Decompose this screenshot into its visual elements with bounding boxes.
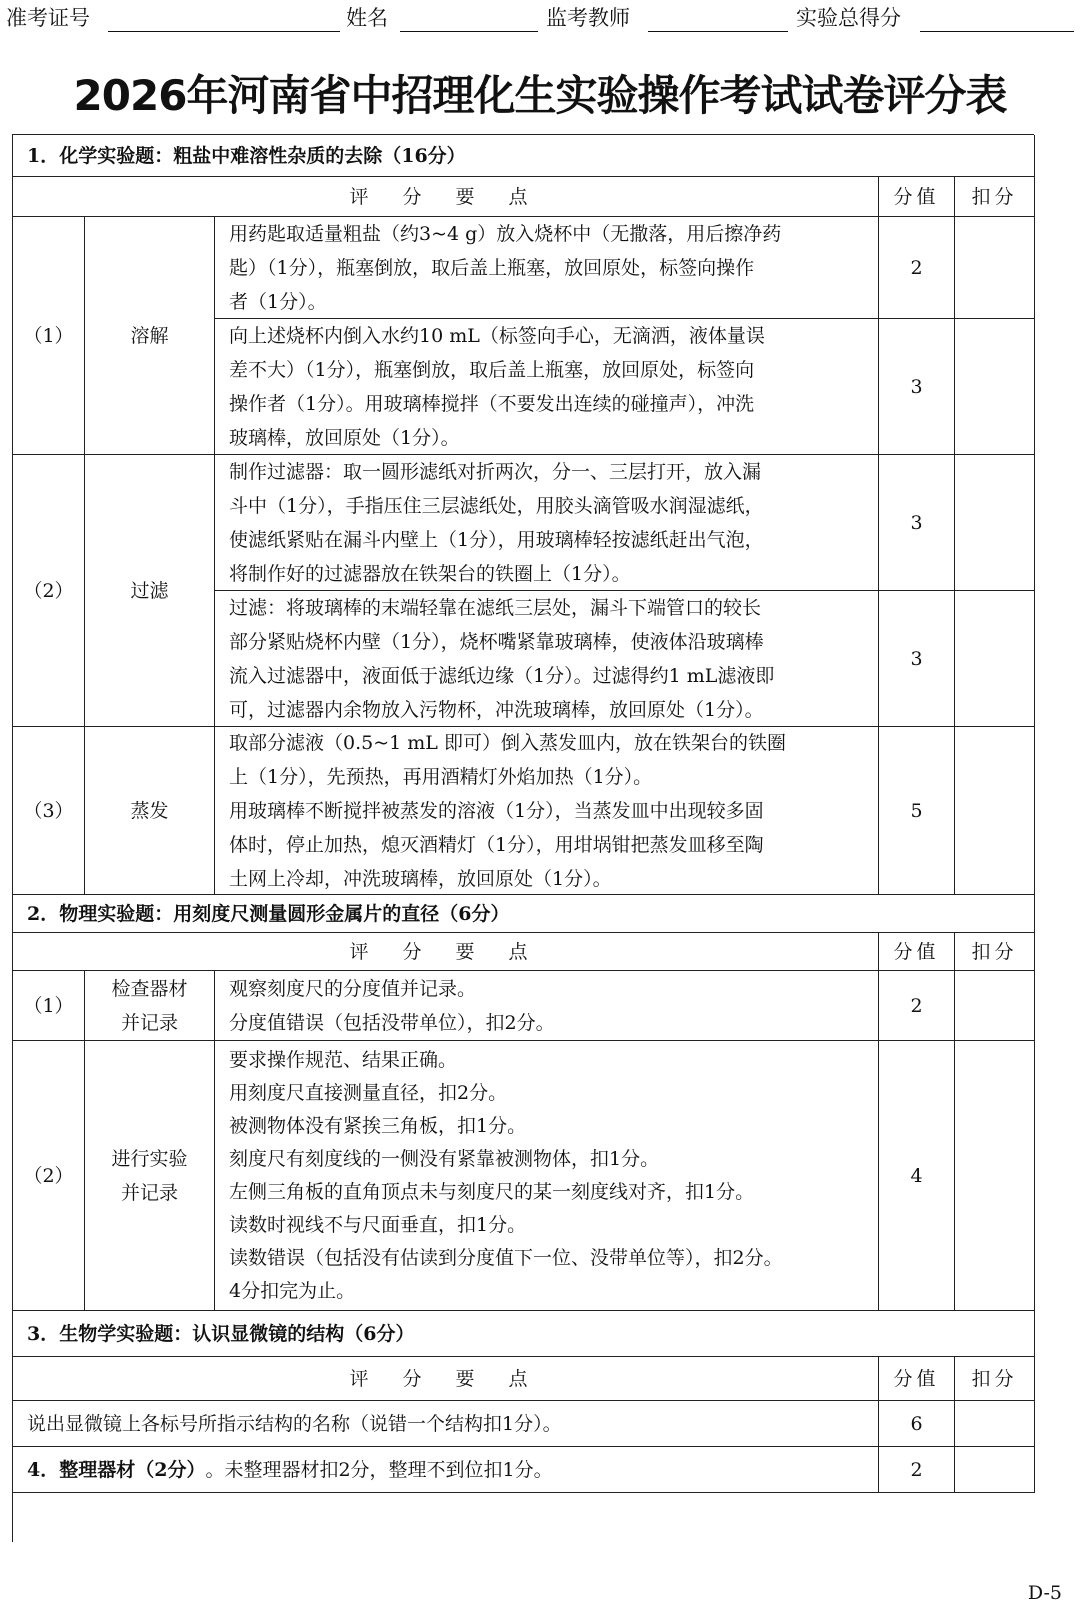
phys-criterion: 要求操作规范、结果正确。 用刻度尺直接测量直径，扣2分。 被测物体没有紧挨三角板，扣1分。 刻度尺有刻度线的一侧没有紧靠被测物体，扣1分。 左侧三角板的直角顶点未与刻度尺的某一刻度线对齐，扣1分。 读数时视线不与尺面垂直，扣1分。 读数错误（包括没有估读到分度值下一位、没带单位等），扣2分。 4分扣完为止。 <box>215 1041 879 1311</box>
chem-deduct-cell[interactable] <box>955 319 1035 455</box>
bio-deduct-header: 扣分 <box>955 1357 1035 1401</box>
chem-step-number: （1） <box>13 217 85 455</box>
chem-score-header: 分值 <box>879 177 955 217</box>
phys-criterion: 观察刻度尺的分度值并记录。 分度值错误（包括没带单位），扣2分。 <box>215 971 879 1041</box>
phys-score-header: 分值 <box>879 933 955 971</box>
cleanup-row <box>13 1447 879 1493</box>
cleanup-deduct-cell[interactable] <box>955 1447 1035 1493</box>
page-title: 2026年河南省中招理化生实验操作考试试卷评分表 <box>73 71 1007 120</box>
chem-step-number: （2） <box>13 455 85 727</box>
phys-points-header: 评 分 要 点 <box>13 933 879 971</box>
chem-step-name: 过滤 <box>85 455 215 727</box>
biology-heading: 3．生物学实验题：认识显微镜的结构（6分） <box>13 1311 1035 1357</box>
total-score-field[interactable] <box>920 31 1074 32</box>
phys-step-number: （1） <box>13 971 85 1041</box>
chem-deduct-header: 扣分 <box>955 177 1035 217</box>
name-field[interactable] <box>400 31 538 32</box>
phys-step-name: 进行实验 并记录 <box>85 1041 215 1311</box>
chem-step-name: 溶解 <box>85 217 215 455</box>
chem-score-value: 3 <box>879 591 955 727</box>
chem-score-value: 3 <box>879 455 955 591</box>
chem-criterion: 取部分滤液（0.5~1 mL 即可）倒入蒸发皿内，放在铁架台的铁圈 上（1分），先预热，再用酒精灯外焰加热（1分）。 用玻璃棒不断搅拌被蒸发的溶液（1分），当蒸发皿中出现较多固 体时，停止加热，熄灭酒精灯（1分），用坩埚钳把蒸发皿移至陶 土网上冷却，冲洗玻璃棒，放回原处（1分）。 <box>215 727 879 895</box>
phys-step-number: （2） <box>13 1041 85 1311</box>
cleanup-heading: 4．整理器材（2分） <box>27 1458 206 1481</box>
bio-points-header: 评 分 要 点 <box>13 1357 879 1401</box>
chem-score-value: 3 <box>879 319 955 455</box>
phys-deduct-header: 扣分 <box>955 933 1035 971</box>
chem-deduct-cell[interactable] <box>955 217 1035 319</box>
proctor-field[interactable] <box>648 31 788 32</box>
chem-step-number: （3） <box>13 727 85 895</box>
exam-id-label: 准考证号 <box>6 6 90 30</box>
bio-criterion: 说出显微镜上各标号所指示结构的名称（说错一个结构扣1分）。 <box>13 1401 879 1447</box>
name-label: 姓名 <box>346 6 388 30</box>
chem-points-header: 评 分 要 点 <box>13 177 879 217</box>
chem-criterion: 过滤：将玻璃棒的末端轻靠在滤纸三层处，漏斗下端管口的较长 部分紧贴烧杯内壁（1分），烧杯嘴紧靠玻璃棒，使液体沿玻璃棒 流入过滤器中，液面低于滤纸边缘（1分）。过滤得约1 mL滤液即 可，过滤器内余物放入污物杯，冲洗玻璃棒，放回原处（1分）。 <box>215 591 879 727</box>
bio-score-value: 6 <box>879 1401 955 1447</box>
chem-criterion: 向上述烧杯内倒入水约10 mL（标签向手心，无滴洒，液体量误 差不大）（1分），瓶塞倒放，取后盖上瓶塞，放回原处，标签向 操作者（1分）。用玻璃棒搅拌（不要发出连续的碰撞声），冲洗 玻璃棒，放回原处（1分）。 <box>215 319 879 455</box>
scoring-table <box>12 134 1034 1542</box>
total-score-label: 实验总得分 <box>796 6 901 30</box>
phys-deduct-cell[interactable] <box>955 971 1035 1041</box>
cleanup-score-value: 2 <box>879 1447 955 1493</box>
physics-heading: 2．物理实验题：用刻度尺测量圆形金属片的直径（6分） <box>13 895 1035 933</box>
bio-score-header: 分值 <box>879 1357 955 1401</box>
chem-deduct-cell[interactable] <box>955 591 1035 727</box>
chem-criterion: 用药匙取适量粗盐（约3~4 g）放入烧杯中（无撒落，用后擦净药 匙）（1分），瓶塞倒放，取后盖上瓶塞，放回原处，标签向操作 者（1分）。 <box>215 217 879 319</box>
chem-criterion: 制作过滤器：取一圆形滤纸对折两次，分一、三层打开，放入漏 斗中（1分），手指压住三层滤纸处，用胶头滴管吸水润湿滤纸， 使滤纸紧贴在漏斗内壁上（1分），用玻璃棒轻按滤纸赶出气泡， 将制作好的过滤器放在铁架台的铁圈上（1分）。 <box>215 455 879 591</box>
phys-score-value: 2 <box>879 971 955 1041</box>
exam-id-field[interactable] <box>108 31 340 32</box>
exam-header <box>0 4 1080 34</box>
chem-step-name: 蒸发 <box>85 727 215 895</box>
bio-deduct-cell[interactable] <box>955 1401 1035 1447</box>
phys-step-name: 检查器材 并记录 <box>85 971 215 1041</box>
page-number: D-5 <box>1027 1582 1062 1604</box>
phys-score-value: 4 <box>879 1041 955 1311</box>
chem-score-value: 2 <box>879 217 955 319</box>
proctor-label: 监考教师 <box>546 6 630 30</box>
chem-deduct-cell[interactable] <box>955 727 1035 895</box>
cleanup-text: 。未整理器材扣2分，整理不到位扣1分。 <box>205 1458 553 1481</box>
phys-deduct-cell[interactable] <box>955 1041 1035 1311</box>
chemistry-heading: 1．化学实验题：粗盐中难溶性杂质的去除（16分） <box>13 135 1035 177</box>
chem-score-value: 5 <box>879 727 955 895</box>
chem-deduct-cell[interactable] <box>955 455 1035 591</box>
